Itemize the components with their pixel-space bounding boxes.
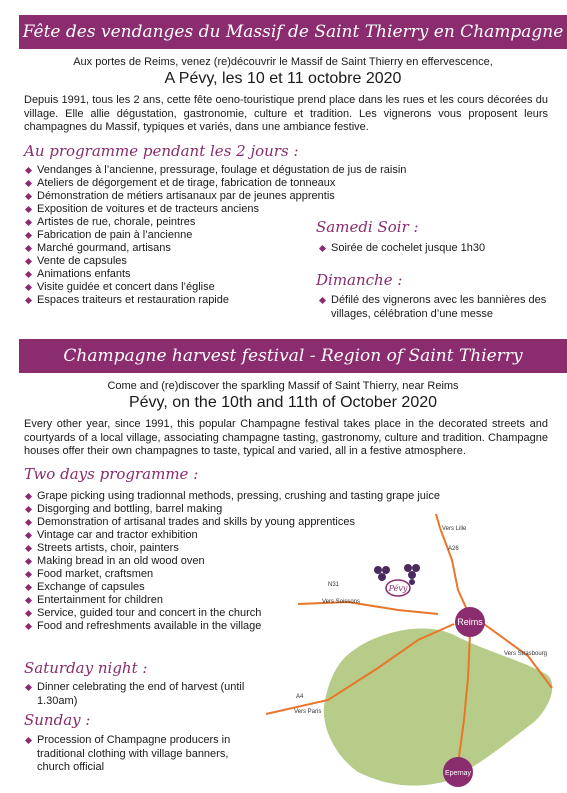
english-paragraph: Every other year, since 1991, this popular Champagne festival takes place in the decorated streets and courtyards of a local village, associating champagne tasting, gastronomy, culture and tradition. Champagne houses offer their own champagnes to taste, typical and varied, all in a festive atmosphere. [24,418,548,457]
list-item: Marché gourmand, artisans [24,242,406,255]
pevy-label: Pévy [388,584,408,593]
list-item: Food market, craftsmen [24,568,440,581]
french-title-banner: Fête des vendanges du Massif de Saint Thierry en Champagne [19,15,567,49]
list-item: Food and refreshments available in the village [24,620,440,633]
list-item: Fabrication de pain à l’ancienne [24,229,406,242]
direction-soissons: Vers Soissons [322,599,361,605]
road-lille-arrow [436,514,440,528]
list-item: Artistes de rue, chorale, peintres [24,216,406,229]
list-item: Espaces traiteurs et restauration rapide [24,294,406,307]
french-dates: A Pévy, les 10 et 11 octobre 2020 [164,70,402,87]
english-dates: Pévy, on the 10th and 11th of October 2020 [128,394,438,411]
list-item: Grape picking using tradionnal methods, pressing, crushing and tasting grape juice [24,490,440,503]
dimanche-list [318,294,552,321]
list-item: Visite guidée et concert dans l’église [24,281,406,294]
french-intro: Aux portes de Reims, venez (re)découvrir le Massif de Saint Thierry en effervescence, [73,56,493,68]
list-item: Ateliers de dégorgement et de tirage, fabrication de tonneaux [24,177,406,190]
saturday-heading: Saturday night : [24,659,148,677]
sunday-list [24,734,252,775]
list-item: Procession of Champagne producers in traditional clothing with village banners, church official [24,734,252,775]
reims-label: Reims [457,617,483,627]
list-item: Dinner celebrating the end of harvest (until 1.30am) [24,681,246,708]
list-item: Streets artists, choir, painters [24,542,440,555]
road-label-a26: A26 [448,546,459,552]
samedi-list [318,242,485,255]
list-item: Demonstration of artisanal trades and skills by young apprentices [24,516,440,529]
english-programme-heading: Two days programme : [24,465,199,483]
list-item: Vente de capsules [24,255,406,268]
road-label-a4: A4 [296,694,304,700]
list-item: Entertainment for children [24,594,440,607]
french-programme-heading: Au programme pendant les 2 jours : [24,142,299,160]
list-item: Soirée de cochelet jusque 1h30 [318,242,485,255]
list-item: Vintage car and tractor exhibition [24,529,440,542]
sunday-heading: Sunday : [24,711,91,729]
location-map [258,500,567,790]
direction-paris: Vers Paris [294,709,322,715]
list-item: Disgorging and bottling, barrel making [24,503,440,516]
english-title-banner: Champagne harvest festival - Region of Saint Thierry [19,339,567,373]
list-item: Défilé des vignerons avec les bannières des villages, célébration d’une messe [318,294,552,321]
list-item: Vendanges à l’ancienne, pressurage, foulage et dégustation de jus de raisin [24,164,406,177]
dimanche-heading: Dimanche : [316,271,403,289]
list-item: Exchange of capsules [24,581,440,594]
direction-strasbourg: Vers Strasbourg [504,651,548,657]
list-item: Making bread in an old wood oven [24,555,440,568]
road-label-n31: N31 [328,582,340,588]
road-a26 [440,528,468,612]
direction-lille: Vers Lille [442,526,467,532]
list-item: Exposition de voitures et de tracteurs anciens [24,203,406,216]
french-paragraph: Depuis 1991, tous les 2 ans, cette fête oeno-touristique prend place dans les rues et les cours décorées du village. Elle allie dégustation, gastronomie, culture et tradition. Les vignerons vous proposent leurs champagnes du Massif, typiques et variés, dans une ambiance festive. [24,94,548,133]
list-item: Service, guided tour and concert in the church [24,607,440,620]
epernay-label: Epernay [444,770,472,777]
english-intro: Come and (re)discover the sparkling Massif of Saint Thierry, near Reims [107,380,459,392]
road-n31 [298,602,438,614]
saturday-list [24,681,246,708]
list-item: Animations enfants [24,268,406,281]
samedi-heading: Samedi Soir : [316,218,419,236]
list-item: Démonstration de métiers artisanaux par de jeunes apprentis [24,190,406,203]
